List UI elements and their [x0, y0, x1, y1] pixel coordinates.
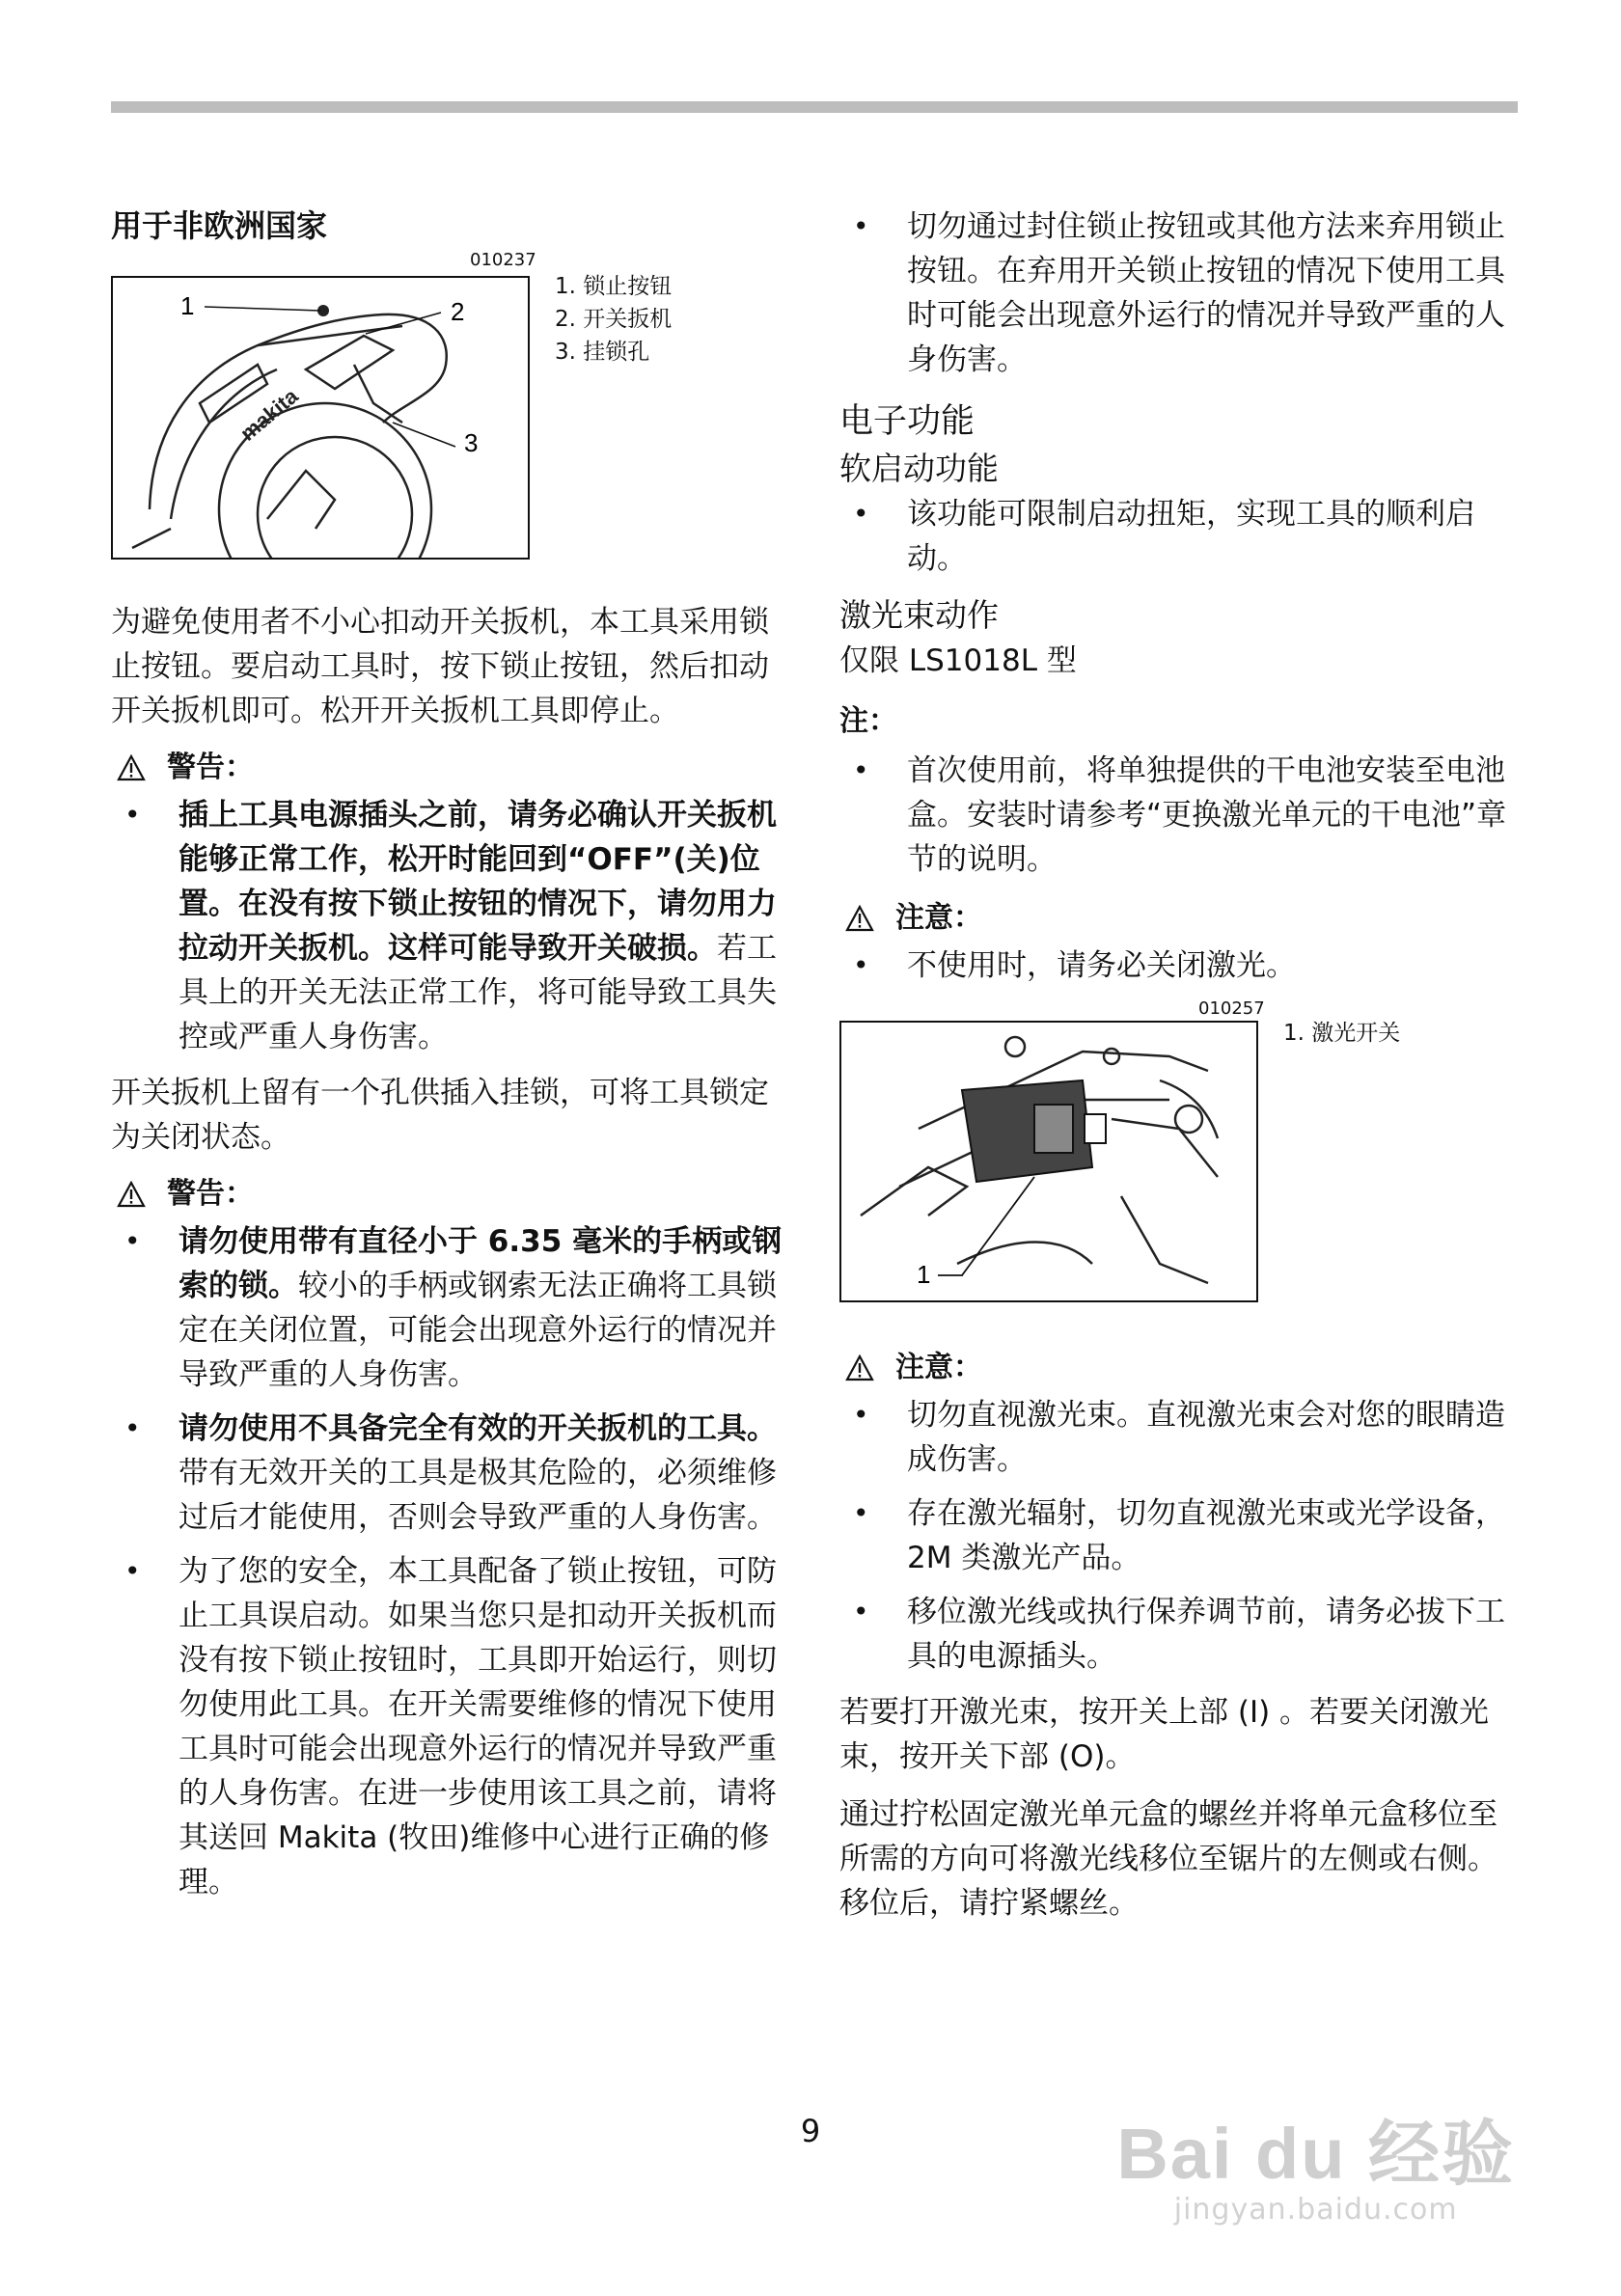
figure-illustration-saw-handle — [111, 276, 530, 560]
callout-2: 2 — [451, 297, 465, 326]
warning-label: 警告： — [167, 751, 254, 784]
heading-soft-start: 软启动功能 — [839, 450, 999, 487]
bullet-list — [839, 749, 1520, 882]
caution-list — [839, 943, 1520, 988]
list-item: • 移位激光线或执行保养调节前，请务必拔下工具的电源插头。 — [839, 1590, 1520, 1679]
legend-item: 3. 挂锁孔 — [555, 340, 650, 365]
heading-laser-beam: 激光束动作 — [839, 596, 999, 634]
warning-triangle-icon — [117, 754, 146, 781]
warning-list — [111, 1219, 791, 1904]
warning-triangle-icon — [117, 1181, 146, 1208]
figure-lock-button — [111, 250, 791, 581]
legend-item: 2. 开关扳机 — [555, 307, 673, 332]
saw-handle-drawing — [113, 278, 528, 558]
list-item: • 请勿使用带有直径小于 6.35 毫米的手柄或钢索的锁。较小的手柄或钢索无法正确将工具锁定在关闭位置，可能会出现意外运行的情况并导致严重的人身伤害。 — [111, 1219, 791, 1397]
figure-illustration-laser-unit — [839, 1021, 1258, 1302]
warning-list — [111, 793, 791, 1059]
list-item: • 切勿通过封住锁止按钮或其他方法来弃用锁止按钮。在弃用开关锁止按钮的情况下使用工具时可能会出现意外运行的情况并导致严重的人身伤害。 — [839, 205, 1520, 382]
caution-heading — [839, 897, 1520, 940]
list-item: • 切勿直视激光束。直视激光束会对您的眼睛造成伤害。 — [839, 1393, 1520, 1482]
paragraph-padlock: 开关扳机上留有一个孔供插入挂锁，可将工具锁定为关闭状态。 — [111, 1076, 769, 1155]
paragraph-laser-move: 通过拧松固定激光单元盒的螺丝并将单元盒移位至所需的方向可将激光线移位至锯片的左侧或右侧。移位后，请拧紧螺丝。 — [839, 1797, 1497, 1921]
heading-electronic-functions: 电子功能 — [839, 402, 975, 441]
model-restriction: 仅限 LS1018L 型 — [839, 643, 1077, 678]
list-item: • 首次使用前，将单独提供的干电池安装至电池盒。安装时请参考“更换激光单元的干电池”章节的说明。 — [839, 749, 1520, 882]
warning-triangle-icon — [845, 905, 874, 932]
left-column — [111, 205, 791, 1916]
figure-legend — [1283, 1017, 1400, 1050]
watermark-brand: Bai du 经验 — [1116, 2114, 1515, 2194]
list-item: • 不使用时，请务必关闭激光。 — [839, 943, 1520, 988]
caution-label: 注意： — [895, 1351, 982, 1384]
warning-triangle-icon — [845, 1354, 874, 1381]
list-item: • 为了您的安全，本工具配备了锁止按钮，可防止工具误启动。如果当您只是扣动开关扳机而没有按下锁止按钮时，工具即开始运行，则切勿使用此工具。在开关需要维修的情况下使用工具时可能会出现意外运行的情况并导致严重的人身伤害。在进一步使用该工具之前，请将其送回 Makita (牧田)维修中心进行正确的修理。 — [111, 1549, 791, 1904]
legend-item: 1. 锁止按钮 — [555, 274, 673, 299]
watermark-url: jingyan.baidu.com — [1173, 2193, 1458, 2227]
callout-3: 3 — [464, 428, 479, 457]
right-column — [839, 205, 1520, 1939]
note-label: 注： — [839, 704, 897, 738]
laser-unit-drawing — [841, 1023, 1256, 1300]
figure-laser-switch — [839, 999, 1520, 1298]
svg-text:makita: makita — [235, 383, 303, 446]
list-item: • 请勿使用不具备完全有效的开关扳机的工具。带有无效开关的工具是极其危险的，必须维修过后才能使用，否则会导致严重的人身伤害。 — [111, 1407, 791, 1540]
caution-label: 注意： — [895, 901, 982, 935]
callout-1: 1 — [917, 1260, 931, 1289]
section-title-non-eu: 用于非欧洲国家 — [111, 207, 328, 244]
caution-list — [839, 1393, 1520, 1679]
bullet-list — [839, 492, 1520, 581]
paragraph-lock-intro: 为避免使用者不小心扣动开关扳机，本工具采用锁止按钮。要启动工具时，按下锁止按钮，然后扣动开关扳机即可。松开开关扳机工具即停止。 — [111, 605, 769, 728]
list-item: • 该功能可限制启动扭矩，实现工具的顺利启动。 — [839, 492, 1520, 581]
bullet-list — [839, 205, 1520, 382]
warning-heading — [111, 747, 791, 789]
figure-code: 010237 — [470, 250, 536, 270]
paragraph-laser-switch: 若要打开激光束，按开关上部 (I) 。若要关闭激光束，按开关下部 (O)。 — [839, 1695, 1490, 1774]
figure-code: 010257 — [1198, 998, 1265, 1019]
warning-heading — [111, 1173, 791, 1216]
list-item: • 存在激光辐射，切勿直视激光束或光学设备， 2M 类激光产品。 — [839, 1491, 1520, 1580]
callout-1: 1 — [180, 291, 195, 320]
baidu-watermark — [1116, 2115, 1515, 2227]
figure-legend — [555, 270, 672, 369]
list-item: • 插上工具电源插头之前，请务必确认开关扳机能够正常工作，松开时能回到“OFF”(关)位置。在没有按下锁止按钮的情况下，请勿用力拉动开关扳机。这样可能导致开关破损。若工具上的开关无法正常工作，将可能导致工具失控或严重人身伤害。 — [111, 793, 791, 1059]
caution-heading — [839, 1347, 1520, 1389]
warning-label: 警告： — [167, 1177, 254, 1211]
header-rule — [111, 101, 1518, 113]
legend-item: 1. 激光开关 — [1283, 1021, 1401, 1046]
page-number: 9 — [800, 2113, 821, 2149]
